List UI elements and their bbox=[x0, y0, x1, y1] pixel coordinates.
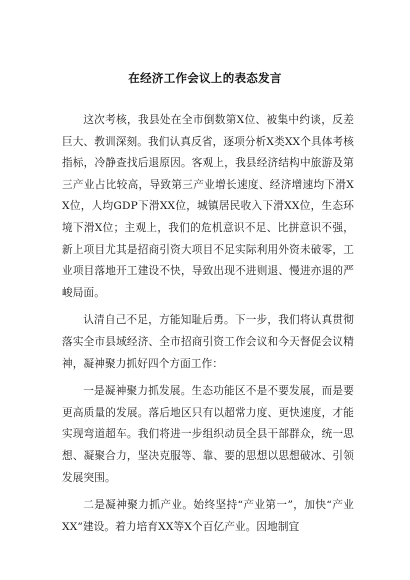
paragraph-focus-development: 一是凝神聚力抓发展。生态功能区不是不要发展，而是要更高质量的发展。落后地区只有以超常力度、更快速度，才能实现弯道超车。我们将进一步组织动员全县干部群众，统一思想、凝聚合力，坚决克服等、靠、要的思想以思想破冰、引领发展突围。 bbox=[62, 385, 354, 484]
paragraph-next-steps: 认清自己不足，方能知耻后勇。下一步，我们将认真贯彻落实全市县域经济、全市招商引资工作会议和今天督促会议精神，凝神聚力抓好四个方面工作： bbox=[62, 314, 354, 370]
document-body bbox=[62, 110, 354, 544]
paragraph-assessment-review: 这次考核，我县处在全市倒数第X位、被集中约谈，反差巨大、教训深刻。我们认真反省，逐项分析X类XX个具体考核指标，冷静查找后退原因。客观上，我县经济结构中旅游及第三产业占比较高，导致第三产业增长速度、经济增速均下滑XX位，人均GDP下滑XX位，城镇居民收入下滑XX位，生态环境下滑X位；主观上，我们的危机意识不足、比拼意识不强，新上项目尤其是招商引资大项目不足实际利用外资未破零，工业项目落地开工建设不快，导致出现不进则退、慢进亦退的严峻局面。 bbox=[62, 114, 354, 299]
paragraph-focus-industry: 二是凝神聚力抓产业。始终坚持“产业第一”，加快“产业XX”建设。着力培育XX等X个百亿产业。因地制宜 bbox=[62, 499, 354, 533]
document-title: 在经济工作会议上的表态发言 bbox=[128, 71, 282, 85]
